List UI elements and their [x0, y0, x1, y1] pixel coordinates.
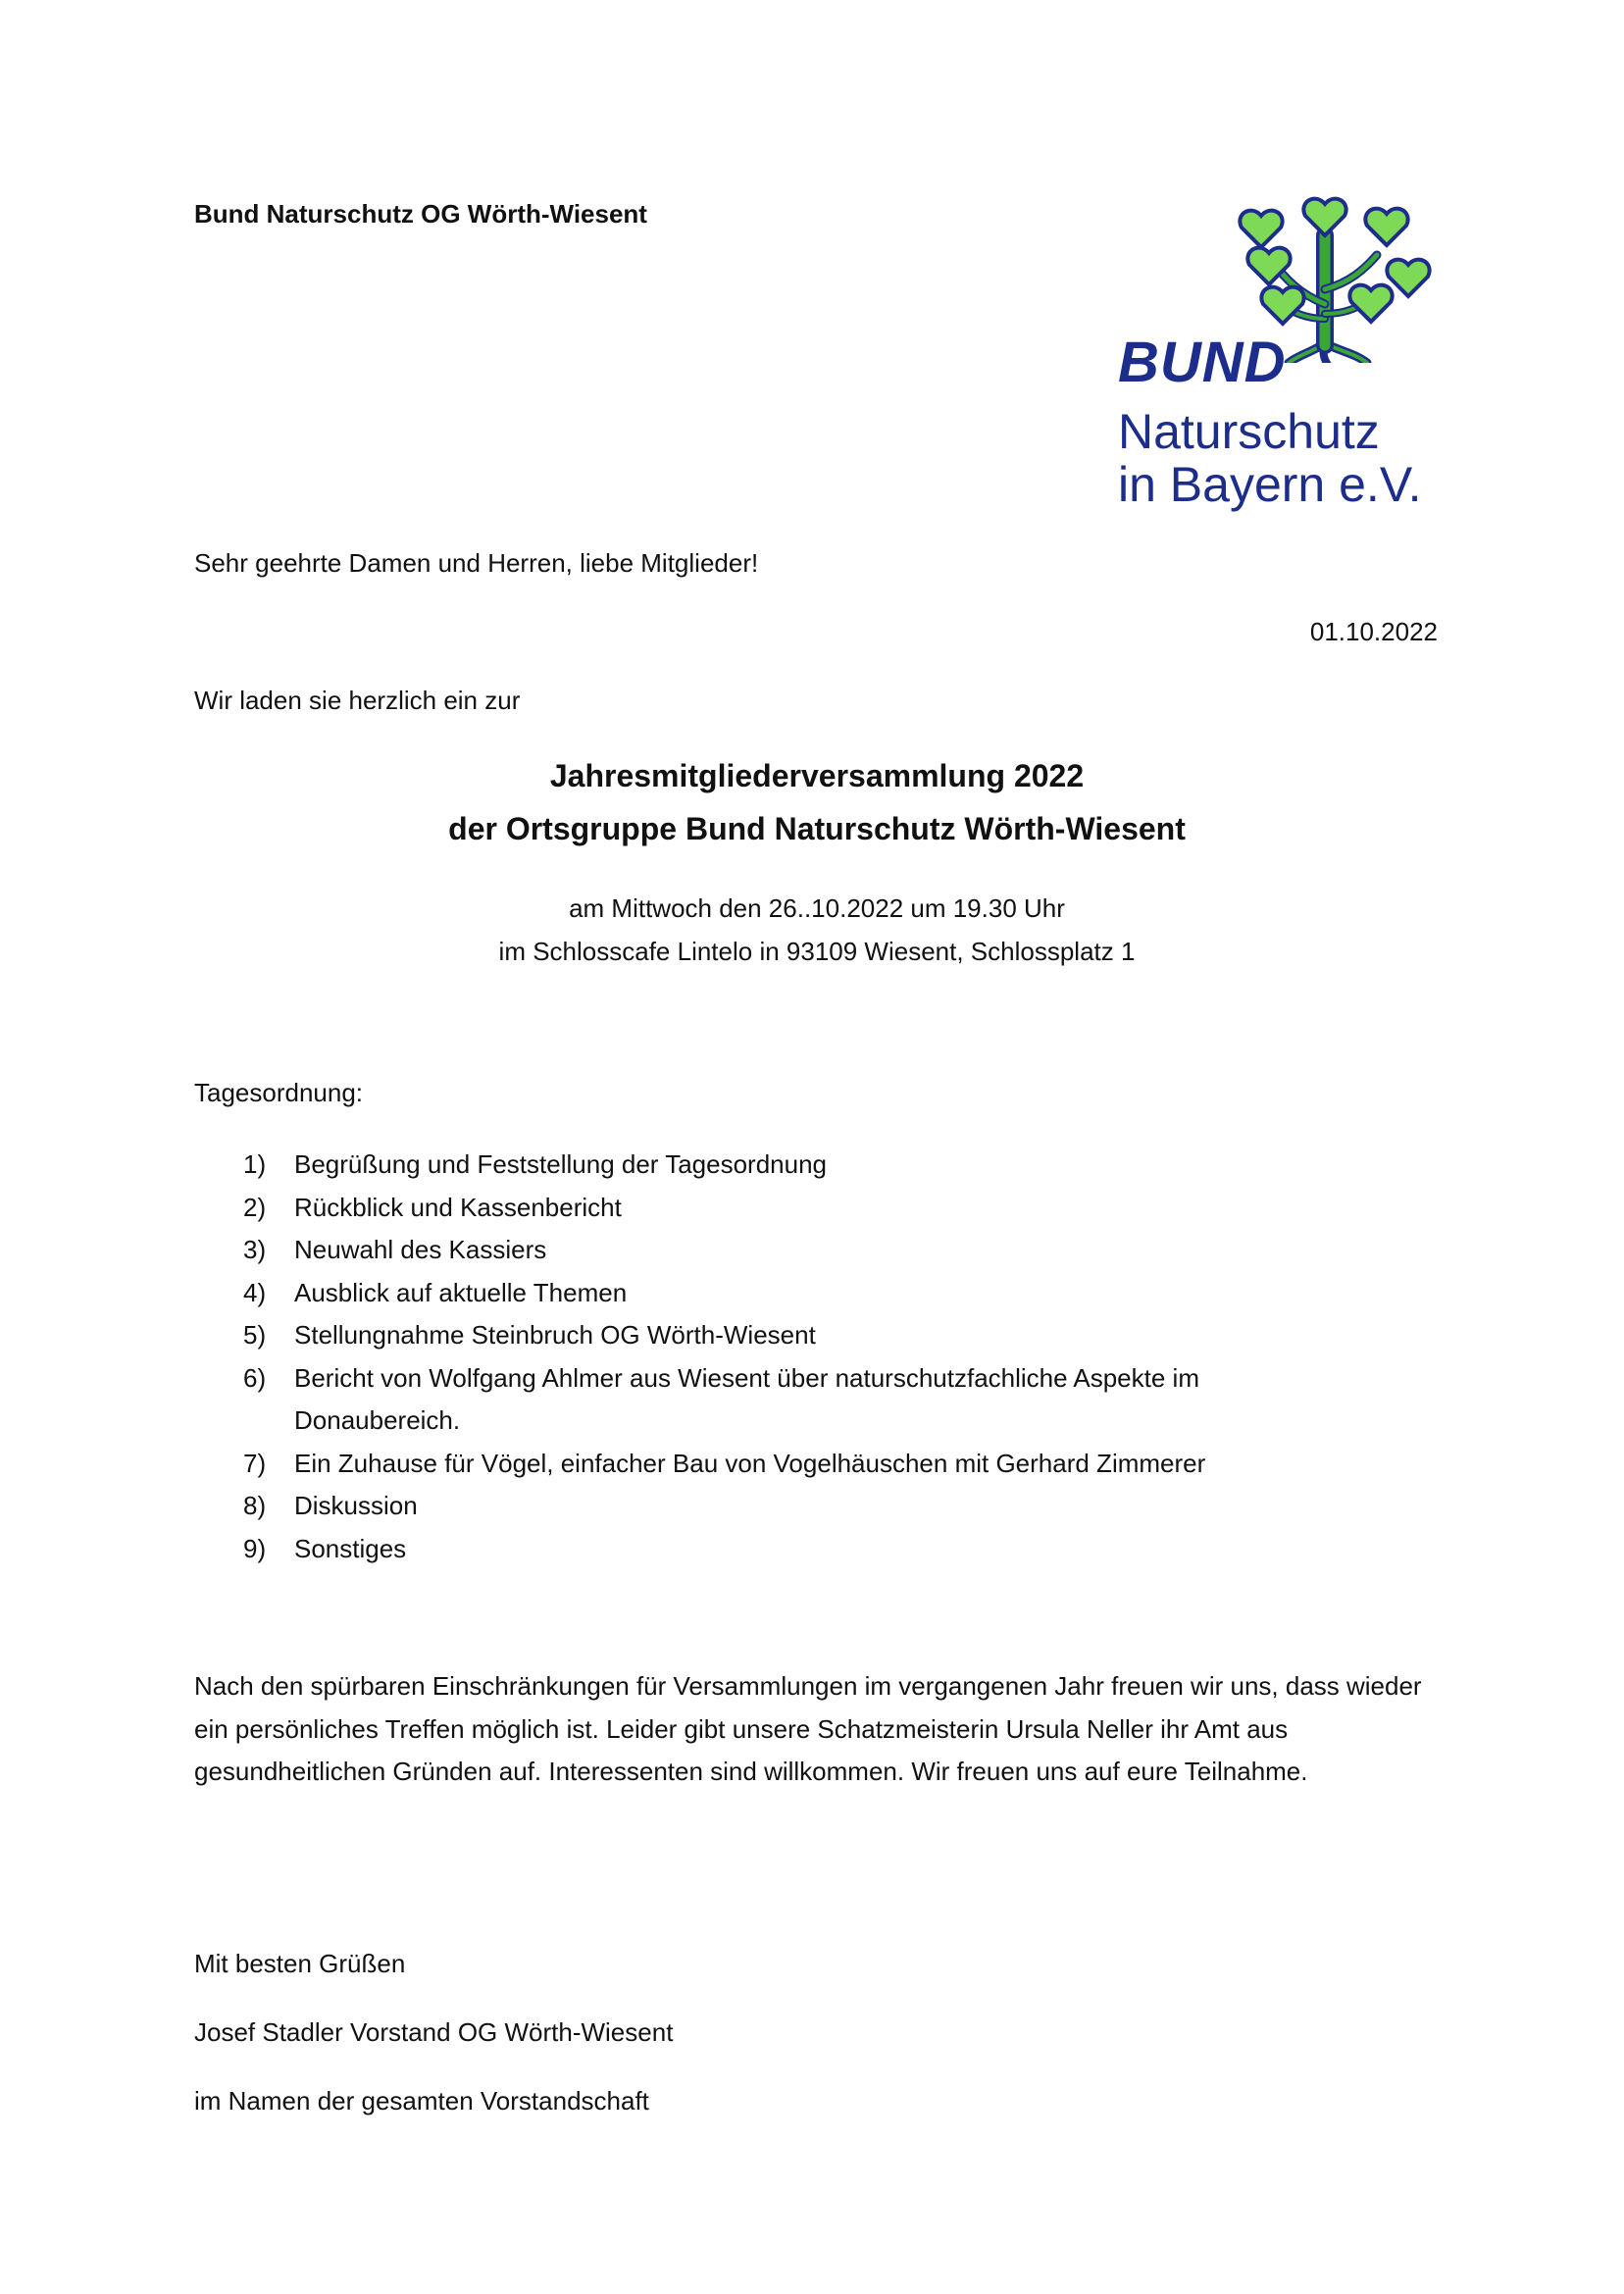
- agenda-item: [243, 1528, 1371, 1571]
- agenda-text: Ausblick auf aktuelle Themen: [294, 1277, 628, 1307]
- agenda-list: [243, 1144, 1371, 1570]
- agenda-number: 3): [243, 1235, 267, 1264]
- invitation-intro: Wir laden sie herzlich ein zur: [194, 686, 521, 715]
- agenda-number: 2): [243, 1192, 267, 1222]
- organization-header: Bund Naturschutz OG Wörth-Wiesent: [194, 199, 647, 229]
- salutation: Sehr geehrte Damen und Herren, liebe Mitglieder!: [194, 548, 759, 578]
- regards: Mit besten Grüßen: [194, 1949, 406, 1978]
- agenda-item: [243, 1443, 1371, 1486]
- logo-bund-text: BUND: [1118, 331, 1287, 394]
- bund-logo: [1114, 196, 1438, 520]
- agenda-item: [243, 1485, 1371, 1528]
- agenda-text: Bericht von Wolfgang Ahlmer aus Wiesent über naturschutzfachliche Aspekte im Donaubereich.: [294, 1362, 1199, 1435]
- letter-date: 01.10.2022: [1309, 617, 1438, 646]
- meeting-subtitle: der Ortsgruppe Bund Naturschutz Wörth-Wiesent: [448, 811, 1186, 846]
- agenda-text: Diskussion: [294, 1491, 418, 1520]
- logo-bayern-text: in Bayern e.V.: [1118, 457, 1422, 512]
- agenda-item: [243, 1314, 1371, 1357]
- agenda-item: [243, 1272, 1371, 1315]
- agenda-number: 8): [243, 1491, 267, 1520]
- logo-naturschutz-text: Naturschutz: [1118, 404, 1380, 459]
- agenda-number: 4): [243, 1277, 267, 1307]
- agenda-number: 5): [243, 1320, 267, 1350]
- agenda-text: Begrüßung und Feststellung der Tagesordnung: [294, 1149, 828, 1179]
- agenda-number: 6): [243, 1362, 267, 1393]
- agenda-text: Ein Zuhause für Vögel, einfacher Bau von Vogelhäuschen mit Gerhard Zimmerer: [294, 1448, 1206, 1478]
- closing-paragraph: Nach den spürbaren Einschränkungen für Versammlungen im vergangenen Jahr freuen wir uns, dass wieder ein persönliches Treffen möglich ist. Leider gibt unsere Schatzmeisterin Ursula Neller ihr Amt aus gesundheitlichen Gründen auf. Interessenten sind willkommen. Wir freuen uns auf eure Teilnahme.: [194, 1671, 1422, 1786]
- agenda-number: 1): [243, 1149, 267, 1179]
- meeting-time: am Mittwoch den 26..10.2022 um 19.30 Uhr: [569, 893, 1065, 923]
- meeting-title: Jahresmitgliederversammlung 2022: [549, 758, 1085, 793]
- agenda-text: Neuwahl des Kassiers: [294, 1235, 547, 1264]
- agenda-text: Stellungnahme Steinbruch OG Wörth-Wiesent: [294, 1320, 816, 1350]
- signer: Josef Stadler Vorstand OG Wörth-Wiesent: [194, 2017, 674, 2047]
- agenda-number: 7): [243, 1448, 267, 1478]
- agenda-number: 9): [243, 1533, 267, 1563]
- agenda-label: Tagesordnung:: [194, 1078, 364, 1107]
- agenda-item: [243, 1357, 1371, 1443]
- agenda-text: Sonstiges: [294, 1533, 407, 1563]
- board-note: im Namen der gesamten Vorstandschaft: [194, 2086, 649, 2116]
- agenda-item: [243, 1187, 1371, 1230]
- agenda-text: Rückblick und Kassenbericht: [294, 1192, 622, 1222]
- agenda-item: [243, 1144, 1371, 1187]
- agenda-item: [243, 1229, 1371, 1272]
- meeting-location: im Schlosscafe Lintelo in 93109 Wiesent, Schlossplatz 1: [498, 937, 1136, 966]
